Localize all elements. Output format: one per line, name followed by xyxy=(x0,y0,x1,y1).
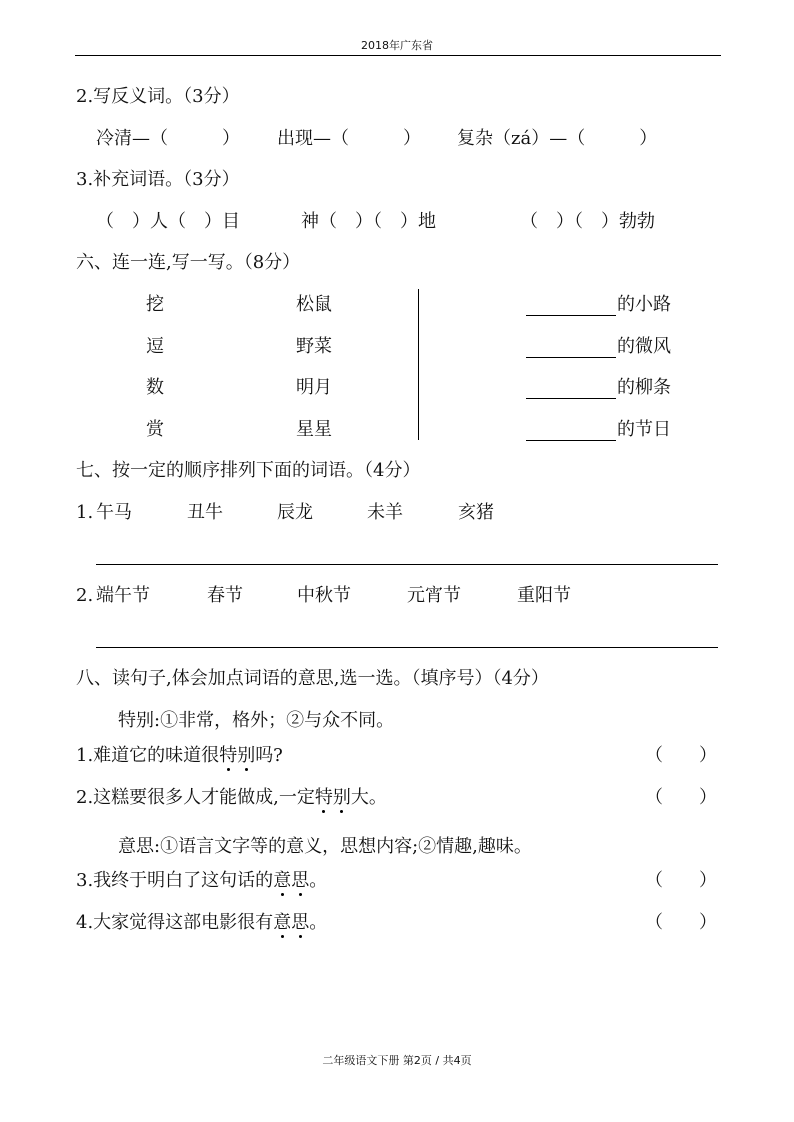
s6-phrase-3: 的柳条 xyxy=(617,377,671,398)
s7-row1-word-5: 亥猪 xyxy=(458,502,494,523)
s8-sentence-2-post: 大。 xyxy=(350,787,387,808)
q2-item-2: 出现—（ ） xyxy=(277,128,421,149)
s6-verb-4: 赏 xyxy=(146,419,164,440)
s7-row2-word-5: 重阳节 xyxy=(517,585,571,606)
s8-sentence-4-dotted-1: 意 xyxy=(273,912,292,933)
s8-answer-4[interactable]: （ ） xyxy=(645,912,717,933)
s7-row2-label: 2. xyxy=(76,585,94,606)
s8-sentence-3-post: 。 xyxy=(309,870,328,891)
s6-blank-2[interactable] xyxy=(526,357,616,358)
s6-verb-2: 逗 xyxy=(146,336,164,357)
q3-title: 3.补充词语。（3分） xyxy=(76,169,240,190)
s8-sentence-2 xyxy=(76,789,387,807)
s7-row2-word-4: 元宵节 xyxy=(407,585,461,606)
s6-verb-3: 数 xyxy=(146,377,164,398)
q3-item-2: 神（ ）（ ）地 xyxy=(301,211,436,232)
s8-sentence-1-pre: 1.难道它的味道很 xyxy=(76,745,220,766)
s8-definition-1: 特别:①非常，格外；②与众不同。 xyxy=(118,710,395,731)
q2-item-1: 冷清—（ ） xyxy=(96,128,240,149)
s7-row1-answer-line[interactable] xyxy=(96,564,718,565)
s6-divider xyxy=(418,289,419,440)
s8-sentence-3-pre: 3.我终于明白了这句话的 xyxy=(76,870,274,891)
s8-sentence-3-dotted-1: 意 xyxy=(273,870,292,891)
s8-sentence-1-dotted-2: 别 xyxy=(237,745,256,766)
s6-title: 六、连一连,写一写。（8分） xyxy=(76,252,301,273)
header-rule xyxy=(75,55,721,56)
s6-blank-3[interactable] xyxy=(526,398,616,399)
q2-item-3: 复杂（zá）—（ ） xyxy=(457,128,658,149)
s7-row1-word-4: 未羊 xyxy=(367,502,403,523)
s8-title: 八、读句子,体会加点词语的意思,选一选。（填序号）（4分） xyxy=(76,668,549,689)
s8-sentence-3-dotted-2: 思 xyxy=(291,870,310,891)
s8-definition-2: 意思:①语言文字等的意义，思想内容;②情趣,趣味。 xyxy=(118,836,532,857)
s8-sentence-4-dotted-2: 思 xyxy=(291,912,310,933)
s6-phrase-4: 的节日 xyxy=(617,419,671,440)
s8-answer-3[interactable]: （ ） xyxy=(645,870,717,891)
s6-noun-3: 明月 xyxy=(296,377,332,398)
s8-sentence-2-dotted-1: 特 xyxy=(314,787,333,808)
s7-title: 七、按一定的顺序排列下面的词语。（4分） xyxy=(76,460,421,481)
page-header: 2018年广东省 xyxy=(361,39,433,52)
s7-row2-answer-line[interactable] xyxy=(96,647,718,648)
s8-sentence-1 xyxy=(76,747,283,765)
s8-sentence-4 xyxy=(76,914,327,932)
s7-row2-word-3: 中秋节 xyxy=(297,585,351,606)
s6-noun-4: 星星 xyxy=(296,419,332,440)
s6-blank-4[interactable] xyxy=(526,440,616,441)
s8-sentence-4-post: 。 xyxy=(309,912,328,933)
s6-verb-1: 挖 xyxy=(146,294,164,315)
s8-sentence-3 xyxy=(76,872,327,890)
page-footer: 二年级语文下册 第2页 / 共4页 xyxy=(322,1054,472,1067)
s7-row2-word-2: 春节 xyxy=(207,585,243,606)
s7-row1-label: 1. xyxy=(76,502,94,523)
s7-row1-word-3: 辰龙 xyxy=(277,502,313,523)
s6-noun-1: 松鼠 xyxy=(296,294,332,315)
s8-sentence-2-dotted-2: 别 xyxy=(332,787,351,808)
s8-sentence-4-pre: 4.大家觉得这部电影很有 xyxy=(76,912,274,933)
s6-phrase-1: 的小路 xyxy=(617,294,671,315)
s8-answer-2[interactable]: （ ） xyxy=(645,787,717,808)
s8-answer-1[interactable]: （ ） xyxy=(645,745,717,766)
s8-sentence-1-dotted-1: 特 xyxy=(219,745,238,766)
s6-noun-2: 野菜 xyxy=(296,336,332,357)
s8-sentence-2-pre: 2.这糕要很多人才能做成,一定 xyxy=(76,787,315,808)
s8-sentence-1-post: 吗? xyxy=(255,745,283,766)
s7-row2-word-1: 端午节 xyxy=(96,585,150,606)
q3-item-3: （ ）（ ）勃勃 xyxy=(520,211,655,232)
q2-title: 2.写反义词。（3分） xyxy=(76,86,240,107)
s6-phrase-2: 的微风 xyxy=(617,336,671,357)
s7-row1-word-1: 午马 xyxy=(96,502,132,523)
q3-item-1: （ ）人（ ）目 xyxy=(96,211,240,232)
s6-blank-1[interactable] xyxy=(526,315,616,316)
s7-row1-word-2: 丑牛 xyxy=(187,502,223,523)
